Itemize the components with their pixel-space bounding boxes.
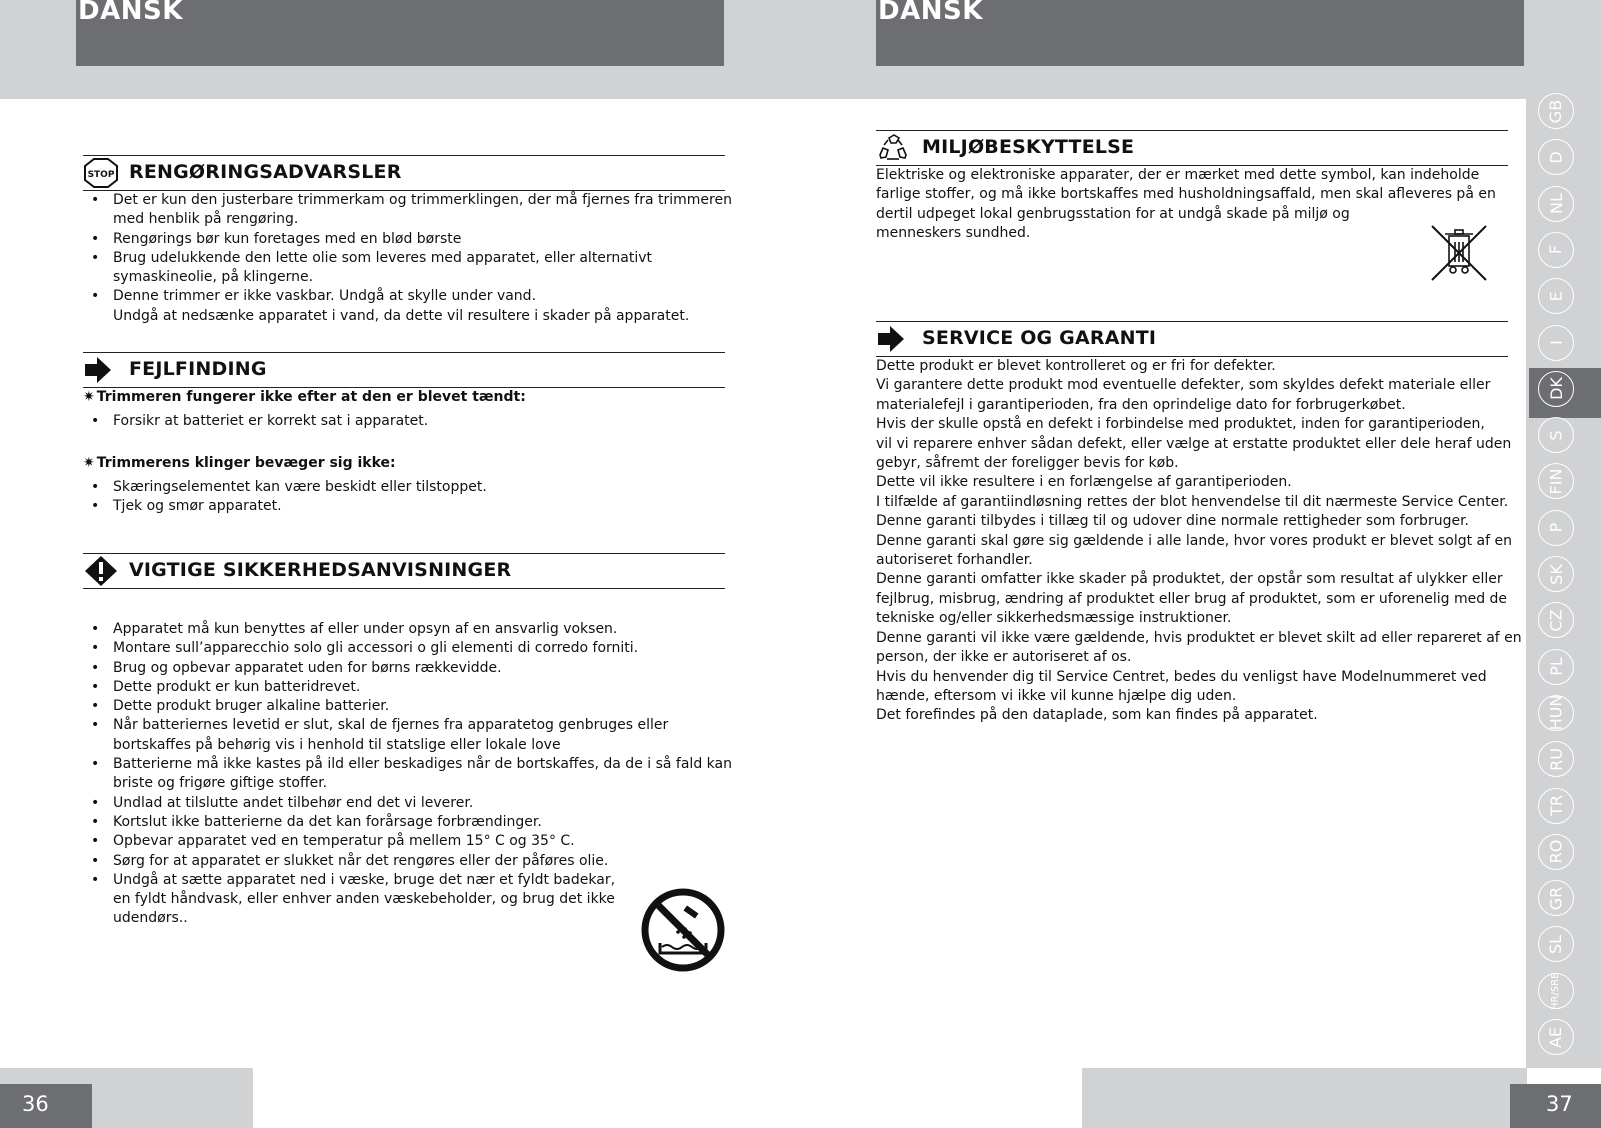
language-tab-e[interactable] (1538, 278, 1574, 314)
troubleshooting-section-header (83, 352, 725, 388)
warning-icon (83, 556, 119, 586)
list-item (83, 871, 733, 929)
paragraph-line: Denne garanti omfatter ikke skader på produktet, der opstår som resultat af ulykker eller (876, 571, 1503, 588)
list-item-line: • Dette produkt bruger alkaline batterier. (113, 698, 390, 715)
language-tab-sl[interactable] (1538, 926, 1574, 962)
page-number-right: 37 (1510, 1084, 1601, 1128)
language-tab-label: AE (1546, 1026, 1566, 1048)
language-tab-ru[interactable] (1538, 741, 1574, 777)
list-item-line: • Kortslut ikke batterierne da det kan forårsage forbrændinger. (113, 813, 542, 830)
paragraph-line: Dette vil ikke resultere i en forlængelse af garantiperioden. (876, 474, 1292, 491)
paragraph-line: tekniske og/eller sikkerhedsmæssige instruktioner. (876, 610, 1232, 627)
service-paragraph (876, 357, 1522, 726)
sun-bullet-icon: ✷ (83, 389, 95, 405)
language-tab-f[interactable] (1538, 232, 1574, 268)
service-section-header (876, 321, 1508, 357)
list-item (83, 697, 733, 716)
language-tab-label: TR (1546, 795, 1566, 816)
list-item (83, 620, 733, 639)
language-tab-label: GR (1546, 886, 1566, 910)
list-item-line: bortskaffes på behørig vis i henhold til statslige eller lokale love (113, 736, 561, 753)
list-item-line: • Det er kun den justerbare trimmerkam og trimmerklingen, der må fjernes fra trimmeren (113, 192, 732, 208)
no-water-icon (640, 887, 726, 973)
language-tab-label: SL (1546, 934, 1566, 954)
cleaning-list (83, 191, 733, 326)
paragraph-line: Dette produkt er blevet kontrolleret og er fri for defekter. (876, 358, 1276, 374)
list-item: • Skæringselementet kan være beskidt eller tilstoppet. (83, 478, 723, 497)
safety-section-header (83, 553, 725, 589)
list-item-line: med henblik på rengøring. (113, 211, 299, 228)
crossed-bin-icon (1428, 222, 1490, 284)
language-tab-label: RU (1546, 747, 1566, 771)
language-tab-label: RO (1546, 839, 1566, 864)
paragraph-line: Vi garantere dette produkt mod eventuelle defekter, som skyldes defekt materiale eller (876, 377, 1491, 394)
page-header-right-label: DANSK (878, 0, 983, 26)
language-tab-fin[interactable] (1538, 463, 1574, 499)
language-tab-label: FIN (1546, 468, 1566, 495)
list-item (83, 639, 733, 658)
list-item-line: • Undlad at tilslutte andet tilbehør end det vi leverer. (113, 794, 474, 811)
language-tab-gr[interactable] (1538, 880, 1574, 916)
language-tab-label: E (1546, 291, 1566, 302)
list-item (83, 249, 733, 288)
list-item (83, 659, 733, 678)
language-tab-label: CZ (1546, 609, 1566, 632)
language-sidebar (1526, 98, 1601, 1068)
language-tab-label: I (1546, 340, 1566, 345)
troubleshooting-list-1 (83, 412, 723, 431)
list-item-line: • Brug udelukkende den lette olie som leveres med apparatet, eller alternativt (113, 249, 653, 266)
list-item-line: Undgå at nedsænke apparatet i vand, da dette vil resultere i skader på apparatet. (113, 307, 690, 324)
list-item-line: • Undgå at sætte apparatet ned i væske, bruge det nær et fyldt badekar, (113, 871, 616, 888)
troubleshooting-question-1 (83, 389, 526, 405)
list-item (83, 230, 733, 249)
list-item-line: • Apparatet må kun benyttes af eller under opsyn af en ansvarlig voksen. (113, 621, 618, 637)
list-item-line: • Når batteriernes levetid er slut, skal de fjernes fra apparatetog genbruges eller (113, 717, 669, 734)
list-item-line: • Opbevar apparatet ved en temperatur på mellem 15° C og 35° C. (113, 833, 575, 850)
paragraph-line: person, der ikke er autoriseret af os. (876, 649, 1132, 666)
list-item-line: • Dette produkt er kun batteridrevet. (113, 678, 361, 695)
troubleshooting-section-title: FEJLFINDING (129, 358, 267, 380)
service-section-title: SERVICE OG GARANTI (922, 327, 1157, 349)
paragraph-line: Denne garanti vil ikke være gældende, hvis produktet er blevet skilt ad eller repareret af en (876, 629, 1522, 646)
language-tab-nl[interactable] (1538, 186, 1574, 222)
list-item (83, 813, 733, 832)
troubleshooting-question-2-text: Trimmerens klinger bevæger sig ikke: (96, 455, 396, 471)
environment-paragraph (876, 166, 1496, 244)
list-item (83, 794, 733, 813)
paragraph-line: autoriseret forhandler. (876, 552, 1033, 569)
list-item (83, 716, 733, 755)
language-tab-label: SK (1546, 563, 1566, 585)
list-item: • Tjek og smør apparatet. (83, 497, 723, 516)
paragraph-line: hænde, eftersom vi ikke vil kunne hjælpe dig uden. (876, 687, 1237, 704)
paragraph-line: vil vi reparere enhver sådan defekt, eller vælge at erstatte produktet eller dele heraf uden (876, 435, 1512, 452)
paragraph-line: Elektriske og elektroniske apparater, der er mærket med dette symbol, kan indeholde (876, 167, 1480, 183)
language-tab-label: S (1546, 430, 1566, 441)
language-tab-label: PL (1546, 657, 1566, 676)
language-tab-d[interactable] (1538, 139, 1574, 175)
list-item-line: udendørs.. (113, 910, 188, 927)
list-item: • Forsikr at batteriet er korrekt sat i apparatet. (83, 412, 723, 431)
safety-section-title: VIGTIGE SIKKERHEDSANVISNINGER (129, 559, 512, 581)
recycle-icon (876, 133, 912, 163)
troubleshooting-list-2 (83, 478, 723, 517)
list-item (83, 832, 733, 851)
language-tab-label: HUN (1546, 695, 1566, 731)
environment-section-header (876, 130, 1508, 166)
page-header-left (76, 0, 724, 66)
language-tab-pl[interactable] (1538, 649, 1574, 685)
paragraph-line: Det forefindes på den dataplade, som kan findes på apparatet. (876, 707, 1318, 724)
list-item (83, 191, 733, 230)
cleaning-section-title: RENGØRINGSADVARSLER (129, 161, 402, 183)
language-tab-gb[interactable] (1538, 93, 1574, 129)
safety-list (83, 620, 733, 929)
list-item-line: • Montare sull’apparecchio solo gli accessori o gli elementi di corredo forniti. (113, 640, 639, 657)
list-item-line: • Brug og opbevar apparatet uden for børns rækkevidde. (113, 659, 502, 676)
language-tab-label: DK (1546, 377, 1566, 401)
troubleshooting-question-2 (83, 455, 396, 471)
list-item (83, 852, 733, 871)
list-item-line: • Sørg for at apparatet er slukket når det rengøres eller der påføres olie. (113, 852, 609, 869)
language-tab-label: GB (1546, 99, 1566, 123)
list-item-line: • Denne trimmer er ikke vaskbar. Undgå at skylle under vand. (113, 288, 537, 305)
paragraph-line: materialefejl i garantiperioden, fra den oprindelige dato for forbrugerkøbet. (876, 396, 1406, 413)
page-header-left-label: DANSK (78, 0, 183, 26)
language-tab-ae[interactable] (1538, 1019, 1574, 1055)
list-item-line: • Batterierne må ikke kastes på ild eller beskadiges når de bortskaffes, da de i så fald kan (113, 756, 732, 773)
language-tab-label: F (1546, 245, 1566, 255)
language-tab-tr[interactable] (1538, 788, 1574, 824)
language-tab-label: HR/SRB (1550, 971, 1561, 1010)
list-item-line: symaskineolie, på klingerne. (113, 269, 314, 286)
paragraph-line: I tilfælde af garantiindløsning rettes der blot henvendelse til dit nærmeste Service Center. (876, 493, 1509, 510)
paragraph-line: Hvis du henvender dig til Service Centret, bedes du venligst have Modelnummeret ved (876, 668, 1487, 685)
troubleshooting-question-1-text: Trimmeren fungerer ikke efter at den er blevet tændt: (96, 389, 526, 405)
list-item-line: en fyldt håndvask, eller enhver anden væskebeholder, og brug det ikke (113, 891, 615, 908)
language-tab-ro[interactable] (1538, 834, 1574, 870)
list-item (83, 287, 733, 326)
list-item-line: briste og frigøre giftige stoffer. (113, 775, 328, 792)
language-tab-dk[interactable] (1538, 371, 1574, 407)
paragraph-line: menneskers sundhed. (876, 225, 1031, 242)
language-tab-i[interactable] (1538, 325, 1574, 361)
language-tab-cz[interactable] (1538, 602, 1574, 638)
paragraph-line: fejlbrug, misbrug, ændring af produktet eller brug af produktet, som er uforenelig med de (876, 590, 1508, 607)
paragraph-line: dertil udpeget lokal genbrugsstation for at undgå skade på miljø og (876, 205, 1350, 222)
list-item-line: • Rengørings bør kun foretages med en blød børste (113, 230, 462, 247)
paragraph-line: Hvis der skulle opstå en defekt i forbindelse med produktet, inden for garantiperioden, (876, 416, 1485, 433)
language-tab-s[interactable] (1538, 417, 1574, 453)
language-tab-label: D (1546, 151, 1566, 164)
environment-section-title: MILJØBESKYTTELSE (922, 136, 1135, 158)
sun-bullet-icon: ✷ (83, 455, 95, 471)
page-number-left: 36 (0, 1084, 92, 1128)
paragraph-line: Denne garanti skal gøre sig gældende i alle lande, hvor vores produkt er blevet solgt af en (876, 532, 1512, 549)
svg-text:STOP: STOP (87, 170, 115, 180)
stop-sign-icon (83, 158, 119, 188)
language-tab-sk[interactable] (1538, 556, 1574, 592)
language-tab-hr-srb[interactable] (1538, 973, 1574, 1009)
paragraph-line: farlige stoffer, og må ikke bortskaffes med husholdningsaffald, men skal afleveres på en (876, 186, 1496, 203)
language-tab-label: NL (1546, 193, 1566, 215)
language-tab-label: P (1546, 522, 1566, 533)
cleaning-section-header (83, 155, 725, 191)
language-tab-p[interactable] (1538, 510, 1574, 546)
bottom-band-right (1082, 1068, 1527, 1128)
list-item (83, 755, 733, 794)
list-item (83, 678, 733, 697)
arrow-right-icon (876, 324, 912, 354)
page-header-right (876, 0, 1524, 66)
paragraph-line: gebyr, såfremt der foreligger bevis for køb. (876, 455, 1179, 472)
language-tab-hun[interactable] (1538, 695, 1574, 731)
arrow-right-icon (83, 355, 119, 385)
paragraph-line: Denne garanti tilbydes i tillæg til og udover dine normale rettigheder som forbruger. (876, 513, 1469, 530)
